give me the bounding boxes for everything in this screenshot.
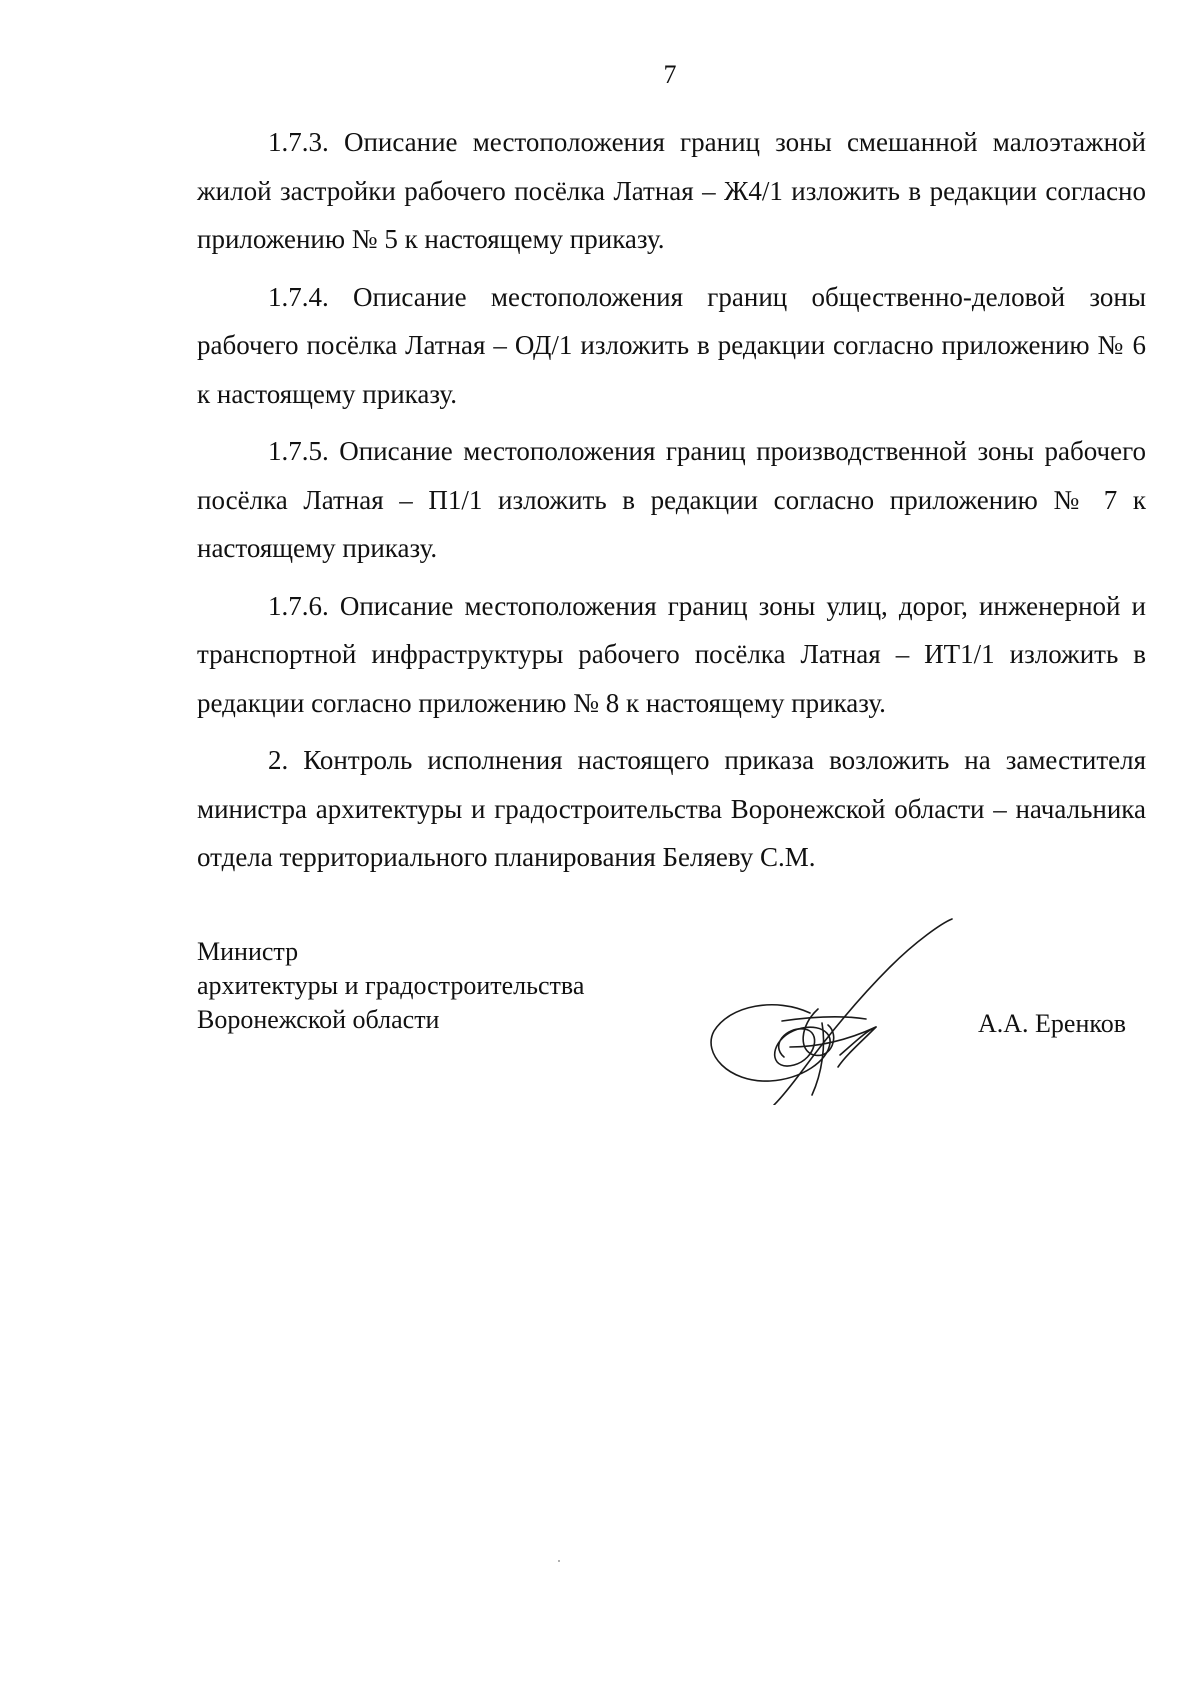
paragraph-1-7-6: 1.7.6. Описание местоположения границ зоны улиц, дорог, инженерной и транспортной инфраструктуры рабочего посёлка Латная – ИТ1/1 изложить в редакции согласно приложению № 8 к настоящему приказу. [197,590,1146,718]
paragraph-1-7-3: 1.7.3. Описание местоположения границ зоны смешанной малоэтажной жилой застройки рабочего посёлка Латная – Ж4/1 изложить в редакции согласно приложению № 5 к настоящему приказу. [197,127,1146,254]
handwritten-signature-icon [690,905,990,1105]
document-body [197,118,1146,882]
paragraph-2: 2. Контроль исполнения настоящего приказа возложить на заместителя министра архитектуры и градостроительства Воронежской области – начальника отдела территориального планирования Беляеву С.М. [197,745,1146,872]
signer-position-line: Министр [197,937,299,966]
page-number: 7 [663,60,677,89]
signer-position [197,935,584,1037]
signer-name: А.А. Еренков [978,1009,1126,1038]
signer-position-line: Воронежской области [197,1005,440,1034]
signer-position-line: архитектуры и градостроительства [197,971,585,1000]
paragraph-1-7-5: 1.7.5. Описание местоположения границ производственной зоны рабочего посёлка Латная – П1/1 изложить в редакции согласно приложению № 7 к настоящему приказу. [197,436,1146,563]
paragraph-1-7-4: 1.7.4. Описание местоположения границ общественно-деловой зоны рабочего посёлка Латная – ОД/1 изложить в редакции согласно приложению № 6 к настоящему приказу. [197,281,1146,409]
scan-speck [558,1560,560,1562]
